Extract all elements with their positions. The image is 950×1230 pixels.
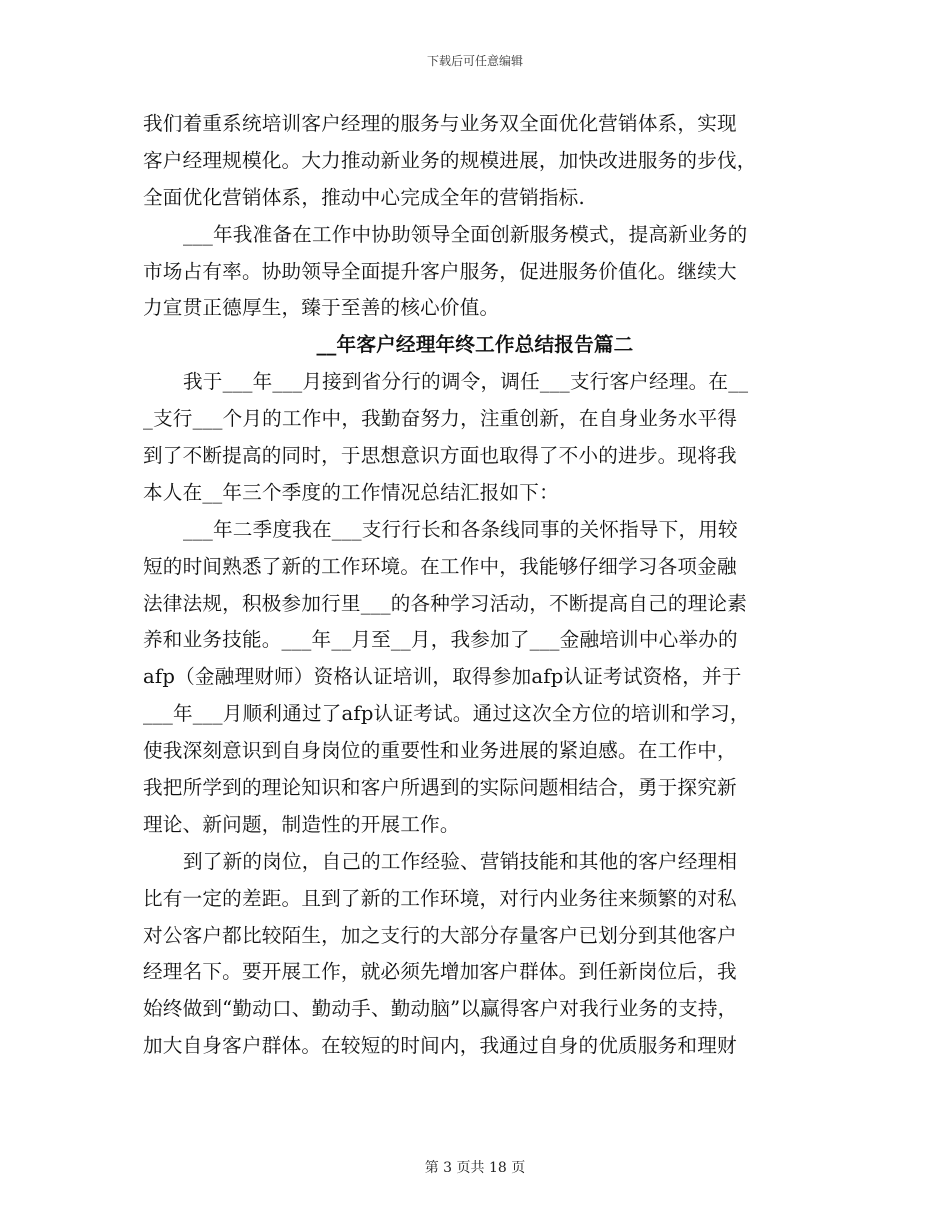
text-line: 力宣贯正德厚生，臻于至善的核心价值。 — [143, 296, 500, 320]
text-line: afp（金融理财师）资格认证培训，取得参加afp认证考试资格，并于 — [143, 665, 742, 689]
text-line: 我们着重系统培训客户经理的服务与业务双全面优化营销体系，实现 — [143, 112, 737, 135]
text-line: 养和业务技能。___年__月至__月，我参加了___金融培训中心举办的 — [143, 628, 738, 652]
text-line: 客户经理规模化。大力推动新业务的规模进展，加快改进服务的步伐， — [143, 148, 757, 172]
text-line: 本人在__年三个季度的工作情况总结汇报如下： — [143, 480, 559, 504]
text-line: 我把所学到的理论知识和客户所遇到的实际问题相结合，勇于探究新 — [143, 776, 737, 800]
text-line: _支行___个月的工作中，我勤奋努力，注重创新，在自身业务水平得 — [143, 407, 738, 431]
text-line: 理论、新问题，制造性的开展工作。 — [143, 812, 460, 836]
text-line: 到了不断提高的同时，于思想意识方面也取得了不小的进步。现将我 — [143, 444, 737, 468]
text-line: 使我深刻意识到自身岗位的重要性和业务进展的紧迫感。在工作中， — [143, 739, 737, 763]
text-line: 到了新的岗位，自己的工作经验、营销技能和其他的客户经理相 — [183, 849, 738, 873]
text-line: ___年我准备在工作中协助领导全面创新服务模式，提高新业务的 — [183, 222, 748, 246]
text-line: ___年二季度我在___支行行长和各条线同事的关怀指导下，用较 — [183, 517, 738, 541]
text-line: 短的时间熟悉了新的工作环境。在工作中，我能够仔细学习各项金融 — [143, 554, 737, 578]
document-body — [143, 106, 807, 1065]
page-footer: 第 3 页共 18 页 — [424, 1160, 526, 1176]
section-title: __年客户经理年终工作总结报告篇二 — [316, 333, 634, 357]
text-line: 市场占有率。协助领导全面提升客户服务，促进服务价值化。继续大 — [143, 259, 737, 283]
text-line: 对公客户都比较陌生，加之支行的大部分存量客户已划分到其他客户 — [143, 923, 737, 947]
text-line: 始终做到“勤动口、勤动手、勤动脑”以赢得客户对我行业务的支持， — [143, 997, 738, 1021]
page-header: 下载后可任意编辑 — [426, 54, 523, 68]
text-line: 加大自身客户群体。在较短的时间内，我通过自身的优质服务和理财 — [143, 1034, 737, 1058]
text-line: 全面优化营销体系，推动中心完成全年的营销指标. — [143, 185, 585, 209]
text-line: 经理名下。要开展工作，就必须先增加客户群体。到任新岗位后，我 — [143, 960, 737, 984]
text-line: 法律法规，积极参加行里___的各种学习活动，不断提高自己的理论素 — [143, 591, 748, 615]
text-line: 我于___年___月接到省分行的调令，调任___支行客户经理。在__ — [183, 370, 749, 394]
text-line: ___年___月顺利通过了afp认证考试。通过这次全方位的培训和学习， — [143, 702, 750, 726]
text-line: 比有一定的差距。且到了新的工作环境，对行内业务往来频繁的对私 — [143, 886, 737, 910]
